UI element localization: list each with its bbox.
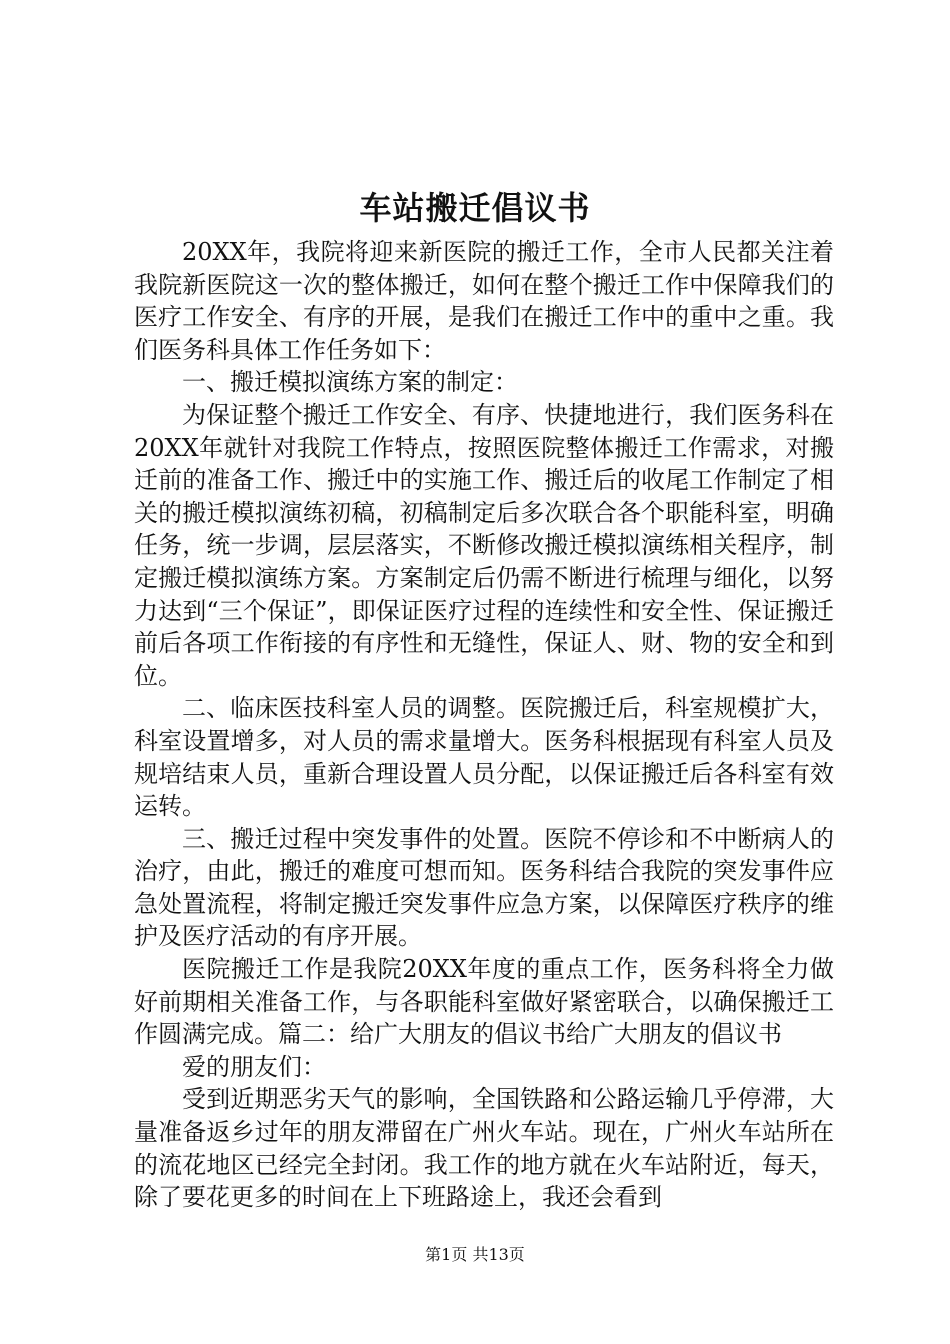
document-title: 车站搬迁倡议书 [359,189,591,227]
paragraph-staff-adjustment: 二、临床医技科室人员的调整。医院搬迁后，科室规模扩大，科室设置增多，对人员的需求量增大。医务科根据现有科室人员及规培结束人员，重新合理设置人员分配，以保证搬迁后各科室有效运转。 [134,694,834,821]
document-body [134,236,834,1214]
paragraph-conclusion: 医院搬迁工作是我院20XX年度的重点工作，医务科将全力做好前期相关准备工作，与各职能科室做好紧密联合，以确保搬迁工作圆满完成。篇二：给广大朋友的倡议书给广大朋友的倡议书 [134,955,834,1049]
paragraph-heading-one: 一、搬迁模拟演练方案的制定： [182,368,518,397]
paragraph-emergency-handling: 三、搬迁过程中突发事件的处置。医院不停诊和不中断病人的治疗，由此，搬迁的难度可想而知。医务科结合我院的突发事件应急处置流程，将制定搬迁突发事件应急方案，以保障医疗秩序的维护及医疗活动的有序开展。 [134,824,834,951]
paragraph-intro: 20XX年，我院将迎来新医院的搬迁工作，全市人民都关注着我院新医院这一次的整体搬迁，如何在整个搬迁工作中保障我们的医疗工作安全、有序的开展，是我们在搬迁工作中的重中之重。我们医务科具体工作任务如下： [134,238,834,364]
paragraph-weather: 受到近期恶劣天气的影响，全国铁路和公路运输几乎停滞，大量准备返乡过年的朋友滞留在广州火车站。现在，广州火车站所在的流花地区已经完全封闭。我工作的地方就在火车站附近，每天，除了要花更多的时间在上下班路途上，我还会看到 [134,1085,834,1212]
paragraph-salutation: 爱的朋友们： [182,1052,326,1081]
paragraph-drill-plan: 为保证整个搬迁工作安全、有序、快捷地进行，我们医务科在20XX年就针对我院工作特点，按照医院整体搬迁工作需求，对搬迁前的准备工作、搬迁中的实施工作、搬迁后的收尾工作制定了相关的搬迁模拟演练初稿，初稿制定后多次联合各个职能科室，明确任务，统一步调，层层落实，不断修改搬迁模拟演练相关程序，制定搬迁模拟演练方案。方案制定后仍需不断进行梳理与细化，以努力达到“三个保证”，即保证医疗过程的连续性和安全性、保证搬迁前后各项工作衔接的有序性和无缝性，保证人、财、物的安全和到位。 [134,400,834,690]
page-number-footer: 第1页 共13页 [425,1245,525,1264]
